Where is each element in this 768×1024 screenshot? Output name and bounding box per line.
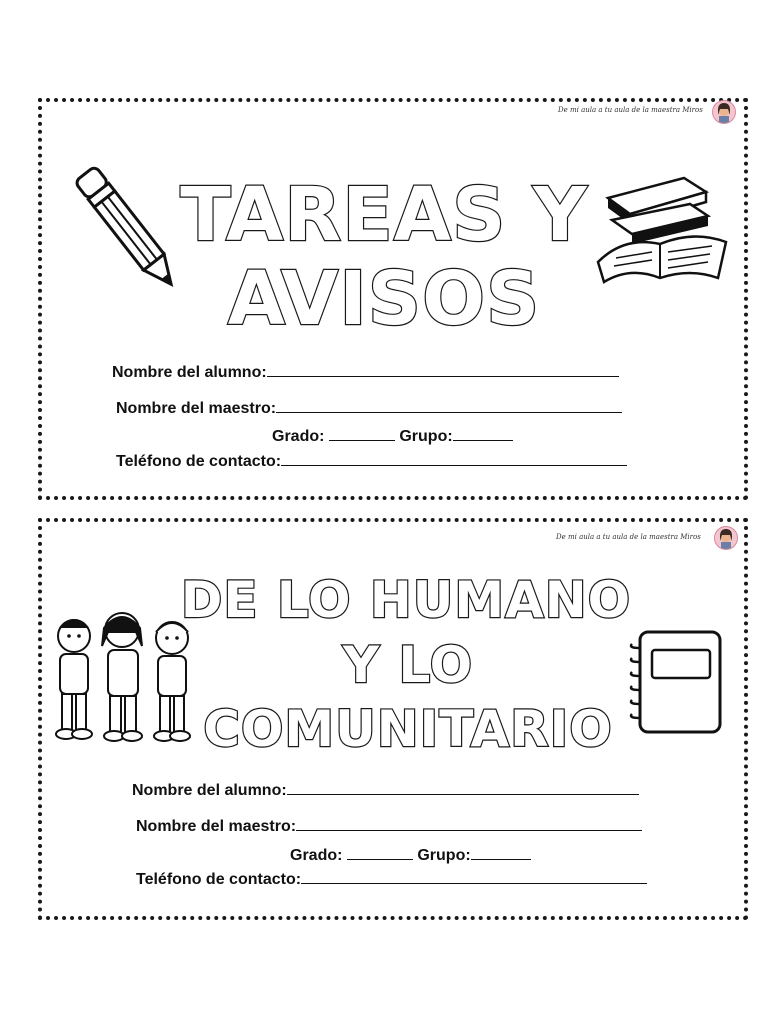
title-line-1: DE LO HUMANO — [180, 571, 632, 629]
title-line-1: TAREAS Y — [180, 172, 588, 258]
grade-label: Grado: — [290, 847, 343, 864]
phone-label: Teléfono de contacto: — [136, 871, 302, 888]
teacher-name-field[interactable] — [136, 816, 642, 836]
title-line-2: Y LO — [342, 636, 474, 694]
student-name-field[interactable] — [132, 780, 639, 800]
teacher-name-label: Nombre del maestro: — [116, 400, 277, 417]
group-label: Grupo: — [399, 428, 453, 445]
phone-label: Teléfono de contacto: — [116, 453, 282, 470]
group-label: Grupo: — [417, 847, 471, 864]
student-name-label: Nombre del alumno: — [132, 782, 287, 799]
grade-label: Grado: — [272, 428, 325, 445]
grade-group-field[interactable] — [290, 845, 531, 865]
teacher-name-label: Nombre del maestro: — [136, 818, 297, 835]
title-line-2: AVISOS — [227, 256, 541, 342]
credit-text: De mi aula a tu aula de la maestra Miros — [558, 106, 703, 114]
title-line-3: COMUNITARIO — [203, 700, 613, 758]
credit-text: De mi aula a tu aula de la maestra Miros — [556, 533, 701, 541]
phone-field[interactable] — [136, 869, 647, 889]
student-name-label: Nombre del alumno: — [112, 364, 267, 381]
